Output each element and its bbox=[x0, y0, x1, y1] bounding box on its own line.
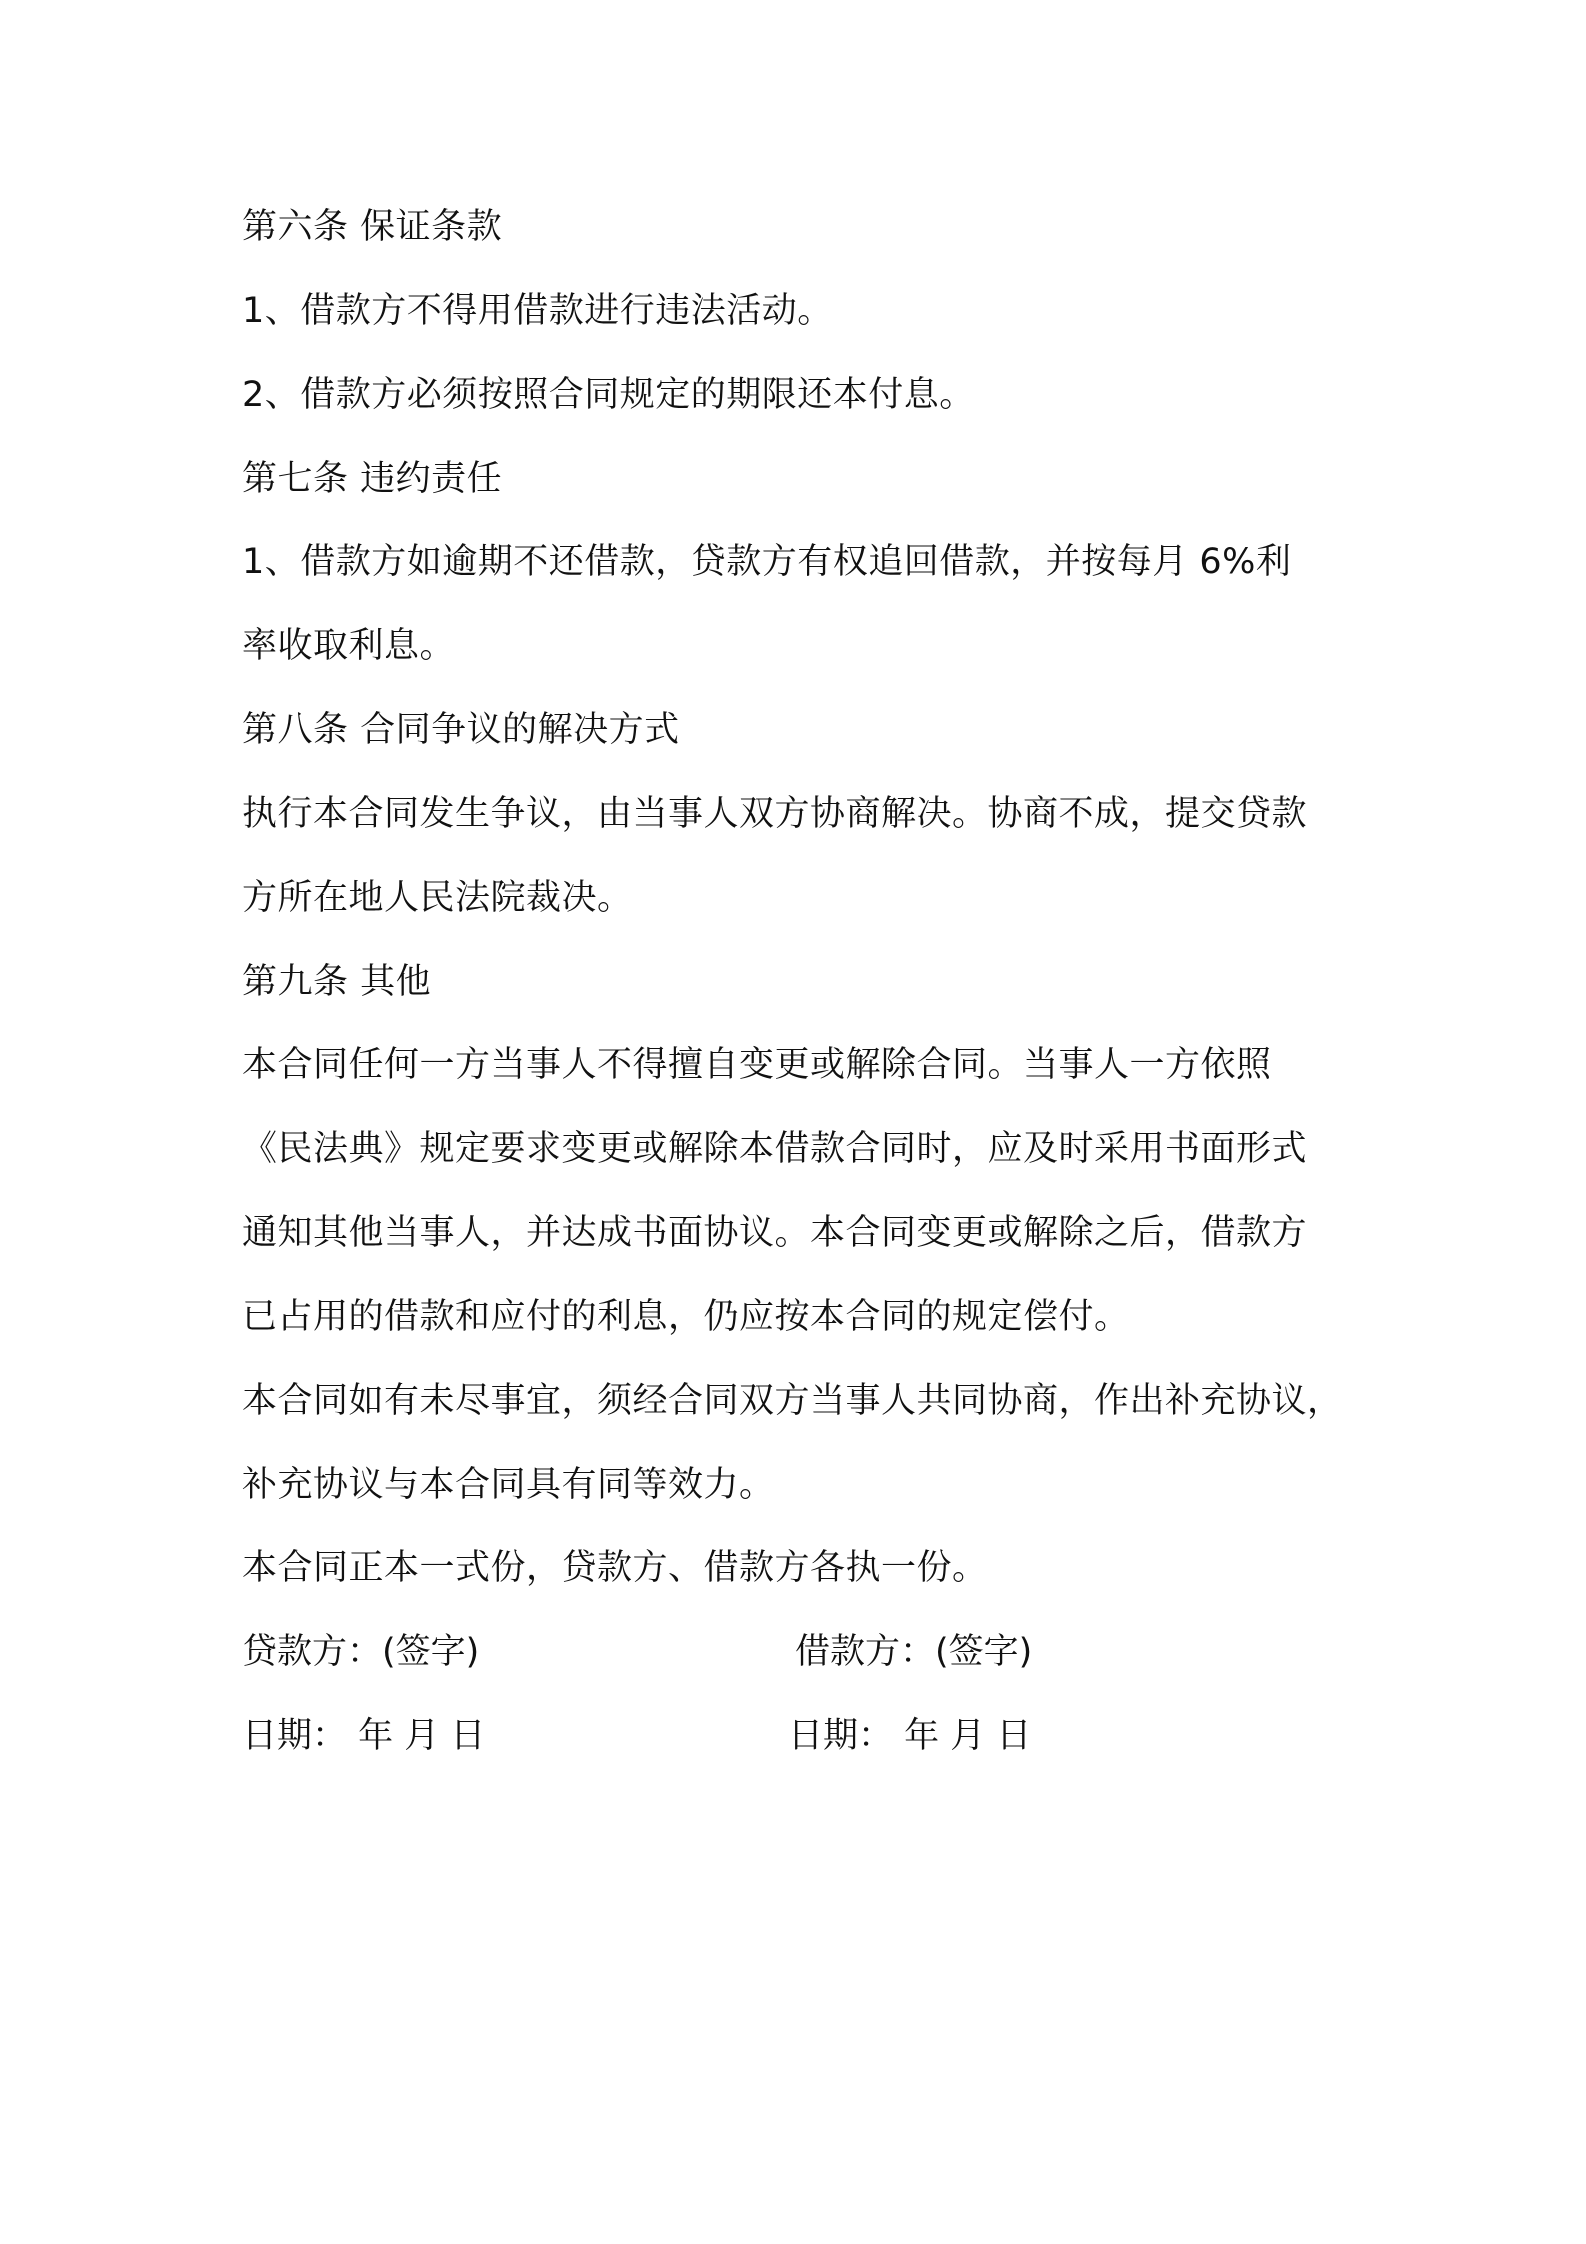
article-7-heading: 第七条 违约责任 bbox=[242, 459, 503, 499]
article-7-item-1-line-2: 率收取利息。 bbox=[242, 626, 456, 666]
article-8-para-line-2: 方所在地人民法院裁决。 bbox=[242, 878, 633, 918]
article-9-para-1-line-2: 《民法典》规定要求变更或解除本借款合同时，应及时采用书面形式 bbox=[242, 1129, 1308, 1169]
article-6-item-2: 2、借款方必须按照合同规定的期限还本付息。 bbox=[242, 375, 975, 415]
article-9-para-1-line-4: 已占用的借款和应付的利息，仍应按本合同的规定偿付。 bbox=[242, 1297, 1130, 1337]
article-9-para-2-line-1: 本合同如有未尽事宜，须经合同双方当事人共同协商，作出补充协议， bbox=[242, 1381, 1343, 1421]
article-9-para-2-line-2: 补充协议与本合同具有同等效力。 bbox=[242, 1465, 775, 1505]
article-7-item-1-line-1: 1、借款方如逾期不还借款，贷款方有权追回借款，并按每月 6%利 bbox=[242, 542, 1292, 582]
article-8-para-line-1: 执行本合同发生争议，由当事人双方协商解决。协商不成，提交贷款 bbox=[242, 794, 1308, 834]
article-9-para-3: 本合同正本一式份，贷款方、借款方各执一份。 bbox=[242, 1548, 988, 1588]
article-9-para-1-line-3: 通知其他当事人，并达成书面协议。本合同变更或解除之后，借款方 bbox=[242, 1213, 1308, 1253]
article-9-para-1-line-1: 本合同任何一方当事人不得擅自变更或解除合同。当事人一方依照 bbox=[242, 1045, 1272, 1085]
lender-signature-label: 贷款方：(签字) bbox=[242, 1632, 480, 1672]
borrower-date-label: 日期： 年 月 日 bbox=[788, 1716, 1032, 1756]
borrower-signature-label: 借款方：(签字) bbox=[795, 1632, 1033, 1672]
article-6-item-1: 1、借款方不得用借款进行违法活动。 bbox=[242, 291, 833, 331]
article-8-heading: 第八条 合同争议的解决方式 bbox=[242, 710, 680, 750]
lender-date-label: 日期： 年 月 日 bbox=[242, 1716, 486, 1756]
article-9-heading: 第九条 其他 bbox=[242, 962, 432, 1002]
article-6-heading: 第六条 保证条款 bbox=[242, 207, 503, 247]
